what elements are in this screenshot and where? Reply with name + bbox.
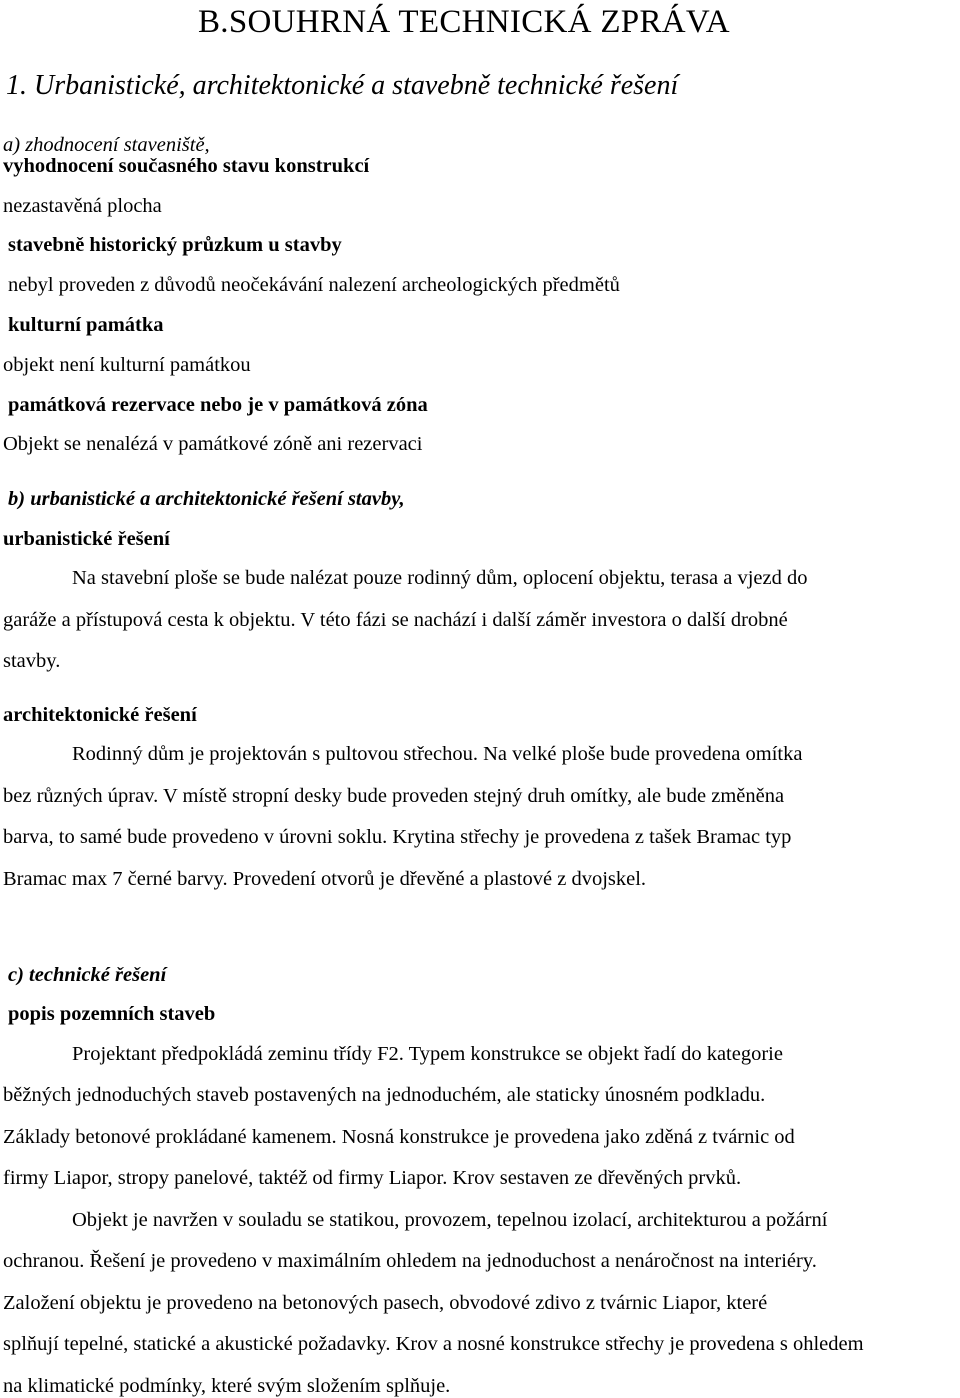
text-heritage-zone: Objekt se nenalézá v památkové zóně ani rezervaci xyxy=(3,433,423,455)
text-cultural-monument: objekt není kulturní památkou xyxy=(3,354,251,376)
section-a-title: a) zhodnocení staveniště, xyxy=(3,134,210,156)
paragraph-line: firmy Liapor, stropy panelové, taktéž od firmy Liapor. Krov sestaven ze dřevěných prvků. xyxy=(3,1167,742,1189)
section-b-title: b) urbanistické a architektonické řešení stavby, xyxy=(8,488,405,510)
paragraph-line: běžných jednoduchých staveb postavených na jednoduchém, ale staticky únosném podkladu. xyxy=(3,1084,766,1106)
subheading-historical-survey: stavebně historický průzkum u stavby xyxy=(8,234,342,256)
text-historical-survey: nebyl proveden z důvodů neočekávání nalezení archeologických předmětů xyxy=(8,274,620,296)
subheading-urban-solution: urbanistické řešení xyxy=(3,528,170,550)
paragraph-line: ochranou. Řešení je provedeno v maximálním ohledem na jednoduchost a nenáročnost na interiéry. xyxy=(3,1250,817,1272)
paragraph-line: na klimatické podmínky, které svým složením splňuje. xyxy=(3,1375,451,1397)
paragraph-line: bez různých úprav. V místě stropní desky bude proveden stejný druh omítky, ale bude změněna xyxy=(3,785,785,807)
paragraph-line: Objekt je navržen v souladu se statikou, provozem, tepelnou izolací, architekturou a požární xyxy=(72,1209,828,1231)
paragraph-line: barva, to samé bude provedeno v úrovni soklu. Krytina střechy je provedena z tašek Bramac typ xyxy=(3,826,792,848)
paragraph-line: splňují tepelné, statické a akustické požadavky. Krov a nosné konstrukce střechy je provedena s ohledem xyxy=(3,1333,864,1355)
paragraph-line: Na stavební ploše se bude nalézat pouze rodinný dům, oplocení objektu, terasa a vjezd do xyxy=(72,567,808,589)
document-title: B.SOUHRNÁ TECHNICKÁ ZPRÁVA xyxy=(198,4,730,40)
section-c-title: c) technické řešení xyxy=(8,964,167,986)
subheading-cultural-monument: kulturní památka xyxy=(8,314,164,336)
paragraph-line: Bramac max 7 černé barvy. Provedení otvorů je dřevěné a plastové z dvojskel. xyxy=(3,868,647,890)
section-1-title: 1. Urbanistické, architektonické a stavebně technické řešení xyxy=(6,70,679,101)
paragraph-line: Založení objektu je provedeno na betonových pasech, obvodové zdivo z tvárnic Liapor, které xyxy=(3,1292,768,1314)
text-current-state: nezastavěná plocha xyxy=(3,195,162,217)
subheading-building-description: popis pozemních staveb xyxy=(8,1003,216,1025)
paragraph-line: Rodinný dům je projektován s pultovou střechou. Na velké ploše bude provedena omítka xyxy=(72,743,803,765)
paragraph-line: stavby. xyxy=(3,650,61,672)
subheading-current-state: vyhodnocení současného stavu konstrukcí xyxy=(3,155,370,177)
paragraph-line: garáže a přístupová cesta k objektu. V této fázi se nachází i další záměr investora o další drobné xyxy=(3,609,788,631)
subheading-architectural-solution: architektonické řešení xyxy=(3,704,197,726)
subheading-heritage-zone: památková rezervace nebo je v památková zóna xyxy=(8,394,428,416)
paragraph-line: Základy betonové prokládané kamenem. Nosná konstrukce je provedena jako zděná z tvárnic od xyxy=(3,1126,795,1148)
paragraph-line: Projektant předpokládá zeminu třídy F2. Typem konstrukce se objekt řadí do kategorie xyxy=(72,1043,783,1065)
